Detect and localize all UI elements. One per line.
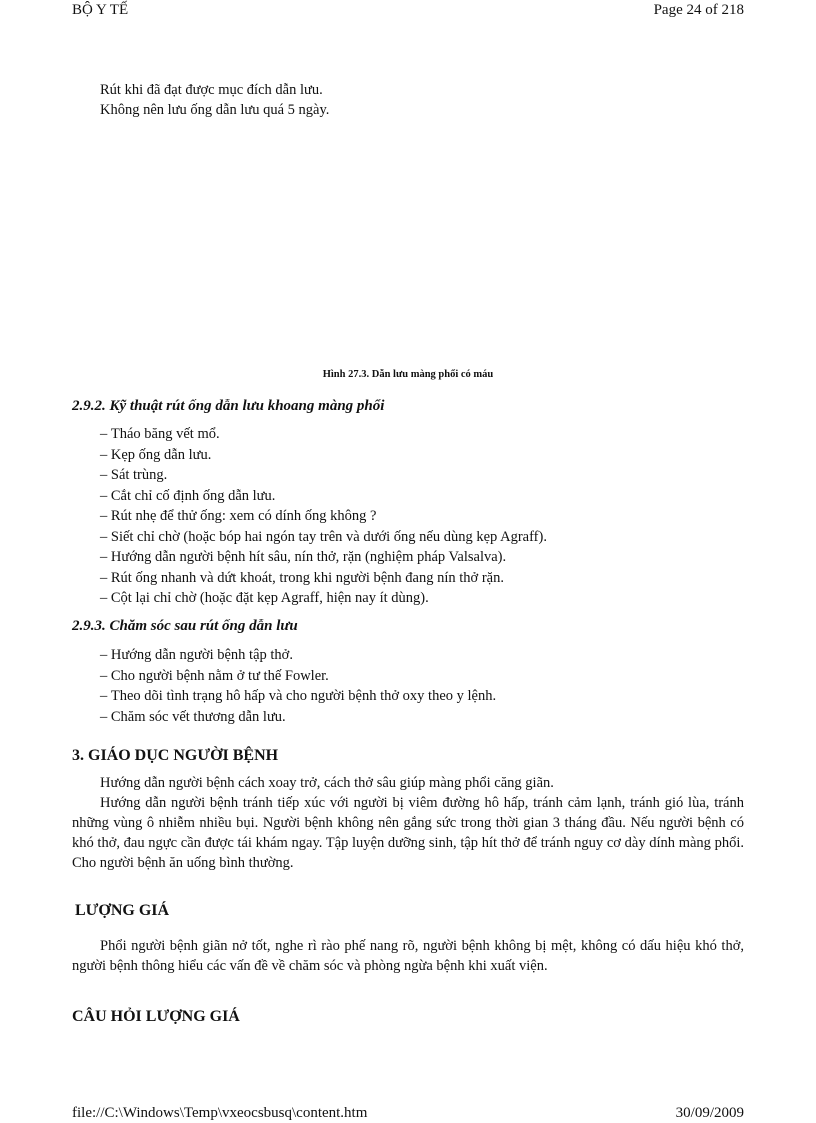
section-3-para-2 — [72, 793, 744, 873]
page-header-org: BỘ Y TẾ — [72, 2, 129, 18]
list-item: – Cho người bệnh nằm ở tư thế Fowler. — [100, 666, 496, 687]
list-item: – Hướng dẫn người bệnh tập thở. — [100, 645, 496, 666]
section-293-list — [100, 645, 496, 727]
luong-gia-title: LƯỢNG GIÁ — [75, 902, 170, 919]
figure-caption: Hình 27.3. Dẫn lưu màng phổi có máu — [322, 369, 494, 380]
footer-date: 30/09/2009 — [675, 1105, 744, 1121]
list-item: – Theo dõi tình trạng hô hấp và cho người bệnh thở oxy theo y lệnh. — [100, 686, 496, 707]
cau-hoi-title: CÂU HỎI LƯỢNG GIÁ — [72, 1008, 240, 1025]
intro-line-2: Không nên lưu ống dẫn lưu quá 5 ngày. — [100, 102, 330, 118]
list-item: – Kẹp ống dẫn lưu. — [100, 445, 547, 466]
luong-gia-para-text: Phổi người bệnh giãn nở tốt, nghe rì rào phế nang rõ, người bệnh không bị mệt, không có dấu hiệu khó thở, người bệnh thông hiểu các vấn đề về chăm sóc và phòng ngừa bệnh khi xuất viện. — [72, 938, 744, 974]
list-item: – Sát trùng. — [100, 465, 547, 486]
section-293-title: 2.9.3. Chăm sóc sau rút ống dẫn lưu — [72, 618, 298, 634]
list-item: – Hướng dẫn người bệnh hít sâu, nín thở, rặn (nghiệm pháp Valsalva). — [100, 547, 547, 568]
luong-gia-para — [72, 936, 744, 976]
footer-file-path: file://C:\Windows\Temp\vxeocsbusq\content.htm — [72, 1105, 368, 1121]
list-item: – Chăm sóc vết thương dẫn lưu. — [100, 707, 496, 728]
intro-line-1: Rút khi đã đạt được mục đích dẫn lưu. — [100, 82, 323, 98]
section-3-para-1 — [72, 773, 744, 793]
section-292-list — [100, 424, 547, 609]
section-3-para-1-text: Hướng dẫn người bệnh cách xoay trở, cách thở sâu giúp màng phổi căng giãn. — [100, 775, 554, 791]
list-item: – Cột lại chỉ chờ (hoặc đặt kẹp Agraff, hiện nay ít dùng). — [100, 588, 547, 609]
section-292-title: 2.9.2. Kỹ thuật rút ống dẫn lưu khoang màng phổi — [72, 398, 385, 414]
list-item: – Siết chỉ chờ (hoặc bóp hai ngón tay trên và dưới ống nếu dùng kẹp Agraff). — [100, 527, 547, 548]
list-item: – Rút nhẹ để thử ống: xem có dính ống không ? — [100, 506, 547, 527]
page-number: Page 24 of 218 — [653, 2, 744, 18]
section-3-para-2-text: Hướng dẫn người bệnh tránh tiếp xúc với người bị viêm đường hô hấp, tránh cảm lạnh, tránh gió lùa, tránh những vùng ô nhiễm nhiều bụi. Người bệnh không nên gắng sức trong thời gian 3 tháng đầu. Nếu người bệnh có khó thở, đau ngực cần được tái khám ngay. Tập luyện dưỡng sinh, tập hít thở để tránh nguy cơ dày dính màng phổi. Cho người bệnh ăn uống bình thường. — [72, 795, 744, 871]
list-item: – Cắt chỉ cố định ống dẫn lưu. — [100, 486, 547, 507]
list-item: – Rút ống nhanh và dứt khoát, trong khi người bệnh đang nín thở rặn. — [100, 568, 547, 589]
list-item: – Tháo băng vết mổ. — [100, 424, 547, 445]
section-3-title: 3. GIÁO DỤC NGƯỜI BỆNH — [72, 747, 279, 764]
